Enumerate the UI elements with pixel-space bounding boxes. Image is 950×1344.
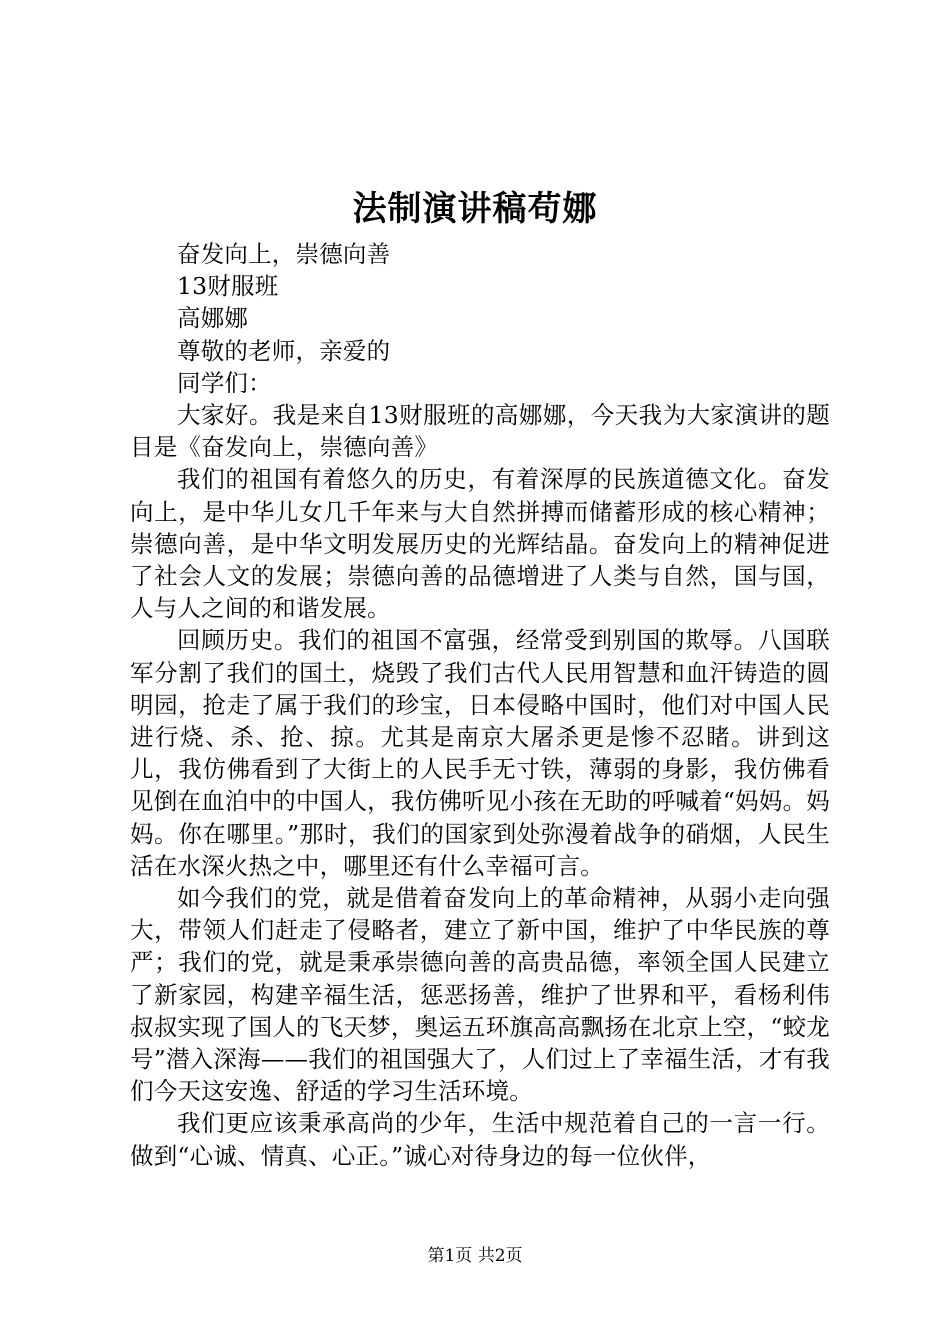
paragraph-greeting: 大家好。我是来自13财服班的高娜娜，今天我为大家演讲的题目是《奋发向上，崇德向善》 bbox=[130, 401, 830, 462]
paragraph-body: 我们更应该秉承高尚的少年，生活中规范着自己的一言一行。做到“心诚、情真、心正。”诚心对待身边的每一位伙伴， bbox=[130, 1109, 830, 1170]
document-title: 法制演讲稿苟娜 bbox=[352, 189, 598, 229]
page-footer: 第1页 共2页 bbox=[427, 1246, 523, 1266]
paragraph-salutation: 尊敬的老师，亲爱的 bbox=[177, 336, 391, 365]
paragraph-subtitle: 奋发向上，崇德向善 bbox=[177, 240, 391, 268]
paragraph-class: 13财服班 bbox=[177, 272, 279, 301]
paragraph-salutation-cont: 同学们： bbox=[177, 368, 272, 397]
paragraph-body: 我们的祖国有着悠久的历史，有着深厚的民族道德文化。奋发向上，是中华儿女几千年来与大自然拼搏而储蓄形成的核心精神；崇德向善，是中华文明发展历史的光辉结晶。奋发向上的精神促进了社会人文的发展；崇德向善的品德增进了人类与自然，国与国，人与人之间的和谐发展。 bbox=[130, 465, 830, 623]
document-body bbox=[130, 238, 830, 1172]
paragraph-body: 回顾历史。我们的祖国不富强，经常受到别国的欺辱。八国联军分割了我们的国土，烧毁了我们古代人民用智慧和血汗铸造的圆明园，抢走了属于我们的珍宝，日本侵略中国时，他们对中国人民进行烧、杀、抢、掠。尤其是南京大屠杀更是惨不忍睹。讲到这儿，我仿佛看到了大街上的人民手无寸铁，薄弱的身影，我仿佛看见倒在血泊中的中国人，我仿佛听见小孩在无助的呼喊着“妈妈。妈妈。你在哪里。”那时，我们的国家到处弥漫着战争的硝烟，人民生活在水深火热之中，哪里还有什么幸福可言。 bbox=[130, 626, 830, 880]
paragraph-body: 如今我们的党，就是借着奋发向上的革命精神，从弱小走向强大，带领人们赶走了侵略者，建立了新中国，维护了中华民族的尊严；我们的党，就是秉承崇德向善的高贵品德，率领全国人民建立了新家园，构建辛福生活，惩恶扬善，维护了世界和平，看杨利伟叔叔实现了国人的飞天梦，奥运五环旗高高飘扬在北京上空，“蛟龙号”潜入深海——我们的祖国强大了，人们过上了幸福生活，才有我们今天这安逸、舒适的学习生活环境。 bbox=[130, 884, 830, 1106]
paragraph-author: 高娜娜 bbox=[177, 304, 249, 333]
